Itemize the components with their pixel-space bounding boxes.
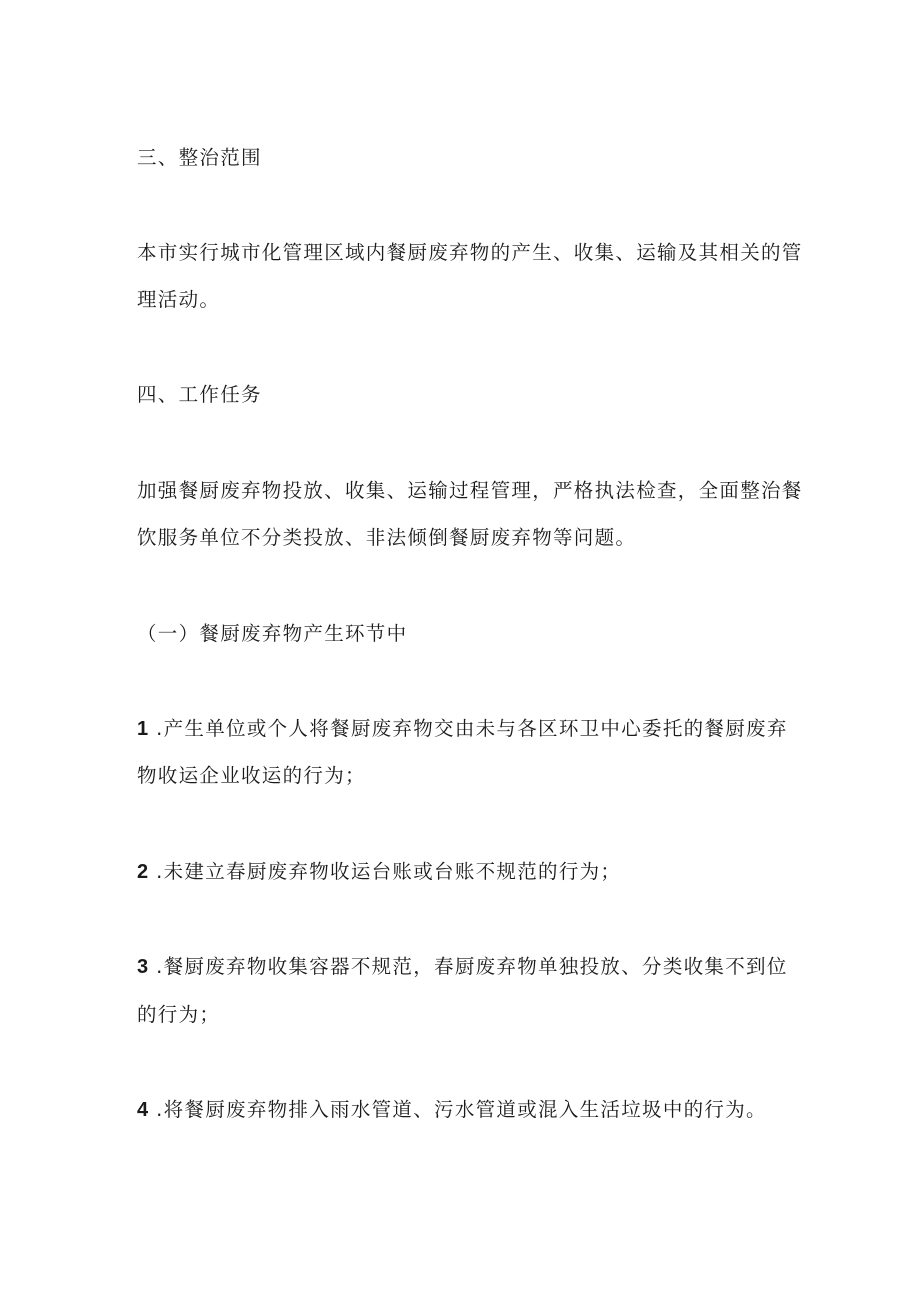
list-item-4-number: 4: [137, 1099, 149, 1121]
list-item-1-text: .产生单位或个人将餐厨废弃物交由未与各区环卫中心委托的餐厨废弃: [156, 717, 788, 740]
list-item-1-line-1: [137, 717, 788, 741]
list-item-3-line-2: 的行为；: [137, 1003, 221, 1026]
list-item-3-line-1: [137, 955, 788, 979]
list-item-4-line-1: [137, 1098, 767, 1122]
section-heading-scope: 三、整治范围: [137, 146, 262, 169]
list-item-1-line-2: 物收运企业收运的行为；: [137, 764, 366, 787]
list-item-2-line-1: [137, 860, 621, 884]
tasks-paragraph-line-2: 饮服务单位不分类投放、非法倾倒餐厨废弃物等问题。: [137, 526, 637, 549]
scope-paragraph-line-2: 理活动。: [137, 288, 221, 311]
list-item-1-number: 1: [137, 718, 149, 740]
list-item-3-text: .餐厨废弃物收集容器不规范，春厨废弃物单独投放、分类收集不到位: [156, 955, 788, 978]
scope-paragraph-line-1: 本市实行城市化管理区域内餐厨废弃物的产生、收集、运输及其相关的管: [137, 241, 803, 264]
list-item-2-text: .未建立春厨废弃物收运台账或台账不规范的行为；: [156, 860, 622, 883]
list-item-3-number: 3: [137, 956, 149, 978]
list-item-4-text: .将餐厨废弃物排入雨水管道、污水管道或混入生活垃圾中的行为。: [156, 1098, 767, 1121]
list-item-2-number: 2: [137, 861, 149, 883]
tasks-paragraph-line-1: 加强餐厨废弃物投放、收集、运输过程管理，严格执法检查，全面整治餐: [137, 479, 803, 502]
section-heading-tasks: 四、工作任务: [137, 383, 262, 406]
subheading-production-stage: （一）餐厨废弃物产生环节中: [137, 622, 408, 645]
